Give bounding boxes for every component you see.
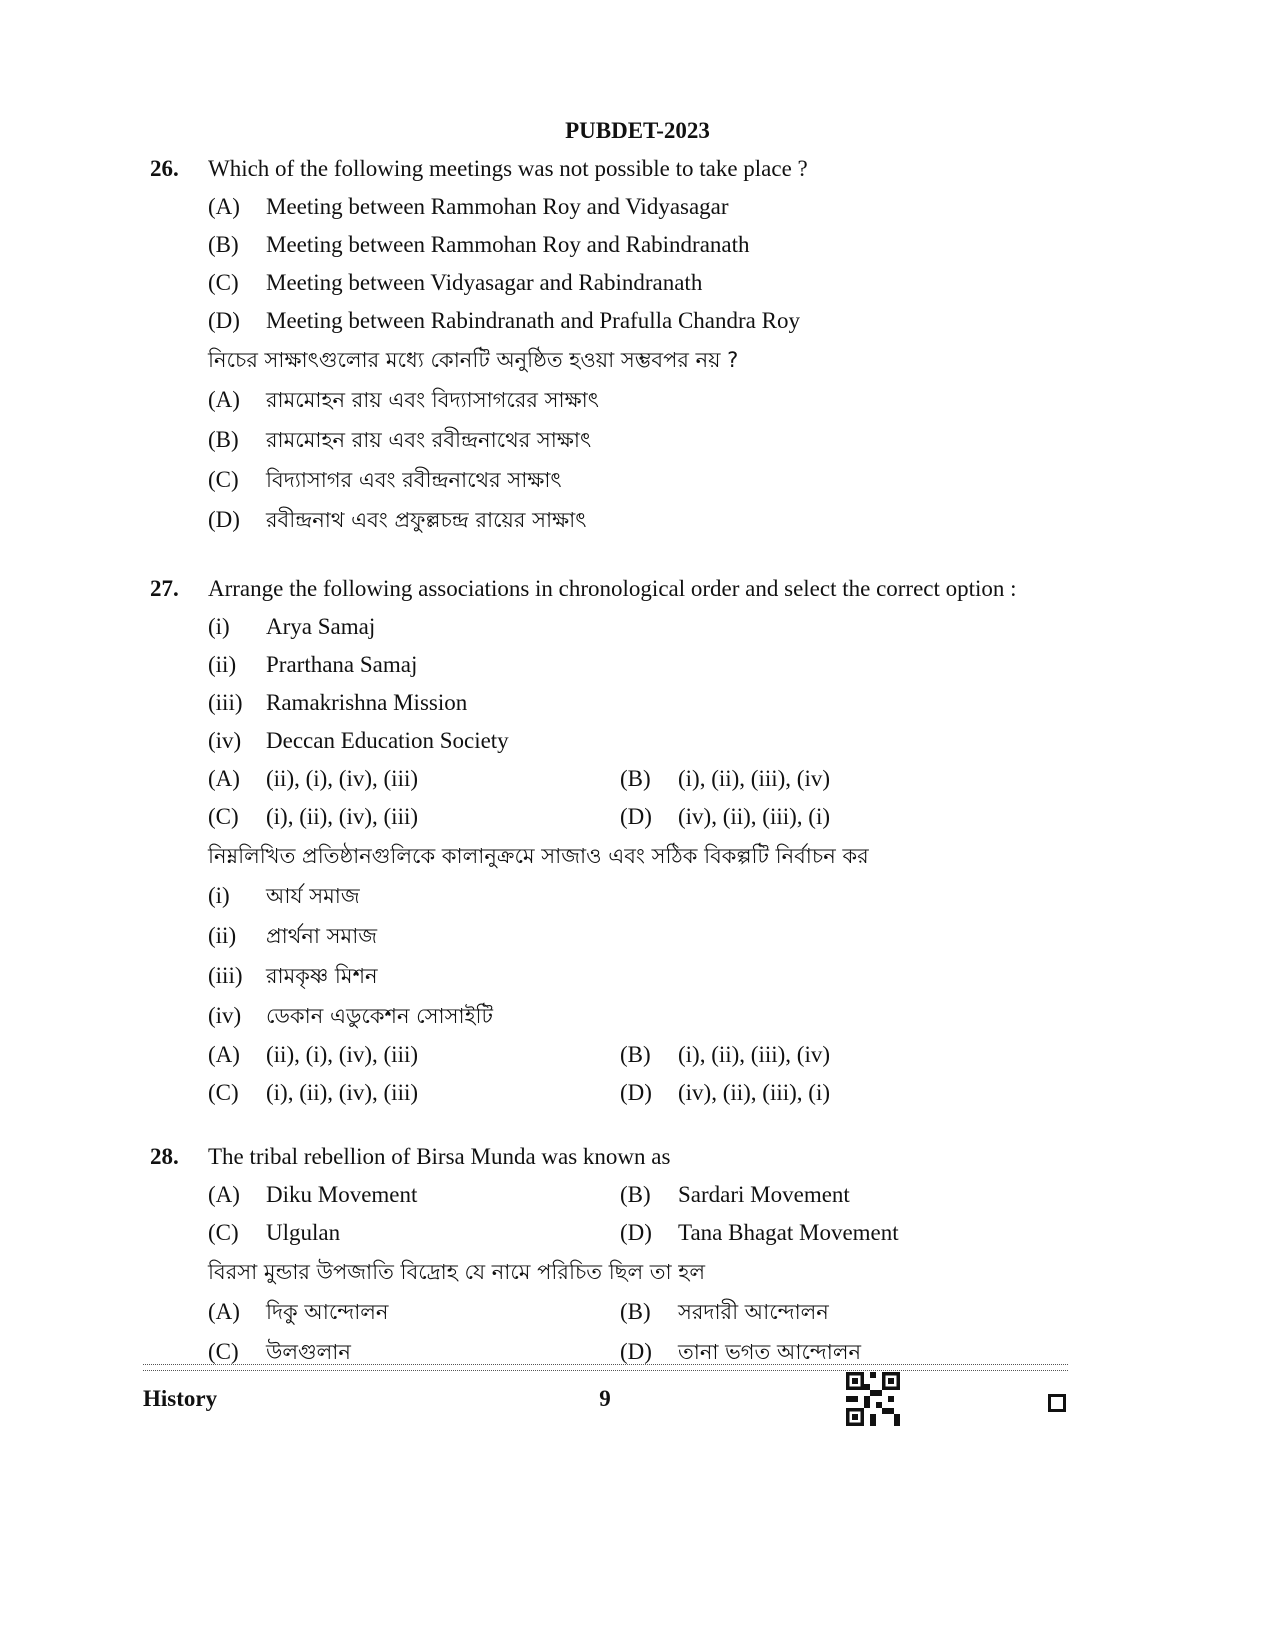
question-stem-en: [150, 1138, 1150, 1176]
item-text: Ramakrishna Mission: [266, 690, 468, 715]
question-27: [150, 570, 1150, 1112]
options-row-bn-ab: [150, 1292, 1150, 1332]
option-label: (A): [208, 766, 240, 791]
item-label: (iii): [208, 690, 243, 715]
option-label: (D): [620, 1339, 652, 1364]
options-row-en-cd: [150, 798, 1150, 836]
option-text: Ulgulan: [266, 1220, 341, 1245]
option-text: দিকু আন্দোলন: [266, 1300, 389, 1324]
option-text: Diku Movement: [266, 1182, 418, 1207]
option-text: Meeting between Vidyasagar and Rabindranath: [266, 270, 703, 295]
item-label: (i): [208, 883, 230, 908]
option-text: (iv), (ii), (iii), (i): [678, 1080, 831, 1105]
option-text: Meeting between Rabindranath and Prafulla Chandra Roy: [266, 308, 800, 333]
qr-code-icon: [846, 1372, 900, 1426]
option-en-b: [150, 226, 1150, 264]
option-text: Meeting between Rammohan Roy and Vidyasagar: [266, 194, 729, 219]
options-row-bn-ab: [150, 1036, 1150, 1074]
option-label: (B): [620, 1299, 651, 1324]
option-label: (D): [208, 308, 240, 333]
question-stem-en: [150, 150, 1150, 188]
item-en-iv: [150, 722, 1150, 760]
option-label: (B): [208, 232, 239, 257]
option-text: রামমোহন রায় এবং রবীন্দ্রনাথের সাক্ষাৎ: [266, 428, 592, 452]
option-label: (D): [620, 1220, 652, 1245]
option-label: (C): [208, 1080, 239, 1105]
question-stem-bn: [150, 836, 1150, 876]
question-stem-bn: [150, 1252, 1150, 1292]
option-label: (A): [208, 1182, 240, 1207]
option-bn-b: [150, 420, 1150, 460]
item-text: প্রার্থনা সমাজ: [266, 924, 378, 948]
item-label: (iii): [208, 963, 243, 988]
option-text: (iv), (ii), (iii), (i): [678, 804, 831, 829]
question-text-bn: নিম্নলিখিত প্রতিষ্ঠানগুলিকে কালানুক্রমে সাজাও এবং সঠিক বিকল্পটি নির্বাচন কর: [208, 844, 869, 868]
item-label: (iv): [208, 1003, 242, 1028]
option-text: Tana Bhagat Movement: [678, 1220, 899, 1245]
item-text: Prarthana Samaj: [266, 652, 418, 677]
option-text: (i), (ii), (iii), (iv): [678, 766, 831, 791]
option-en-c: [150, 264, 1150, 302]
item-text: রামকৃষ্ণ মিশন: [266, 964, 378, 988]
options-row-en-ab: [150, 760, 1150, 798]
option-label: (C): [208, 270, 239, 295]
item-en-ii: [150, 646, 1150, 684]
question-text-en: Which of the following meetings was not possible to take place ?: [208, 156, 808, 181]
option-label: (B): [620, 1182, 651, 1207]
option-text: সরদারী আন্দোলন: [678, 1300, 829, 1324]
option-bn-d: [150, 500, 1150, 540]
footer-divider: [143, 1364, 1068, 1371]
option-text: উলগুলান: [266, 1340, 351, 1364]
option-en-d: [150, 302, 1150, 340]
square-marker-icon: [1048, 1394, 1066, 1412]
option-label: (A): [208, 1042, 240, 1067]
option-label: (A): [208, 1299, 240, 1324]
option-bn-c: [150, 460, 1150, 500]
option-label: (A): [208, 194, 240, 219]
option-text: Meeting between Rammohan Roy and Rabindranath: [266, 232, 750, 257]
option-label: (B): [208, 427, 239, 452]
question-text-bn: বিরসা মুন্ডার উপজাতি বিদ্রোহ যে নামে পরিচিত ছিল তা হল: [208, 1260, 705, 1284]
options-row-bn-cd: [150, 1074, 1150, 1112]
option-text: (i), (ii), (iv), (iii): [266, 1080, 419, 1105]
option-label: (C): [208, 804, 239, 829]
question-stem-en: [150, 570, 1150, 608]
option-text: রামমোহন রায় এবং বিদ্যাসাগরের সাক্ষাৎ: [266, 388, 599, 412]
option-text: তানা ভগত আন্দোলন: [678, 1340, 862, 1364]
option-bn-a: [150, 380, 1150, 420]
item-label: (ii): [208, 923, 237, 948]
item-label: (ii): [208, 652, 237, 677]
item-bn-iv: [150, 996, 1150, 1036]
option-label: (B): [620, 1042, 651, 1067]
page-number: 9: [599, 1386, 611, 1411]
option-label: (A): [208, 387, 240, 412]
option-text: রবীন্দ্রনাথ এবং প্রফুল্লচন্দ্র রায়ের সাক্ষাৎ: [266, 508, 587, 532]
option-label: (D): [620, 1080, 652, 1105]
question-stem-bn: [150, 340, 1150, 380]
question-28: [150, 1138, 1150, 1372]
option-text: (ii), (i), (iv), (iii): [266, 1042, 419, 1067]
item-en-iii: [150, 684, 1150, 722]
item-label: (iv): [208, 728, 242, 753]
item-label: (i): [208, 614, 230, 639]
question-number: 28.: [150, 1144, 179, 1169]
question-text-en: The tribal rebellion of Birsa Munda was known as: [208, 1144, 671, 1169]
option-label: (C): [208, 1339, 239, 1364]
item-text: আর্য সমাজ: [266, 884, 360, 908]
item-bn-i: [150, 876, 1150, 916]
page-header-title: PUBDET-2023: [565, 118, 710, 143]
option-text: বিদ্যাসাগর এবং রবীন্দ্রনাথের সাক্ষাৎ: [266, 468, 562, 492]
item-text: Deccan Education Society: [266, 728, 509, 753]
item-bn-ii: [150, 916, 1150, 956]
item-text: ডেকান এডুকেশন সোসাইটি: [266, 1004, 493, 1028]
option-text: (ii), (i), (iv), (iii): [266, 766, 419, 791]
option-label: (C): [208, 1220, 239, 1245]
question-text-bn: নিচের সাক্ষাৎগুলোর মধ্যে কোনটি অনুষ্ঠিত হওয়া সম্ভবপর নয় ?: [208, 348, 739, 372]
item-bn-iii: [150, 956, 1150, 996]
item-en-i: [150, 608, 1150, 646]
options-row-en-cd: [150, 1214, 1150, 1252]
question-26: [150, 150, 1150, 540]
option-en-a: [150, 188, 1150, 226]
option-label: (D): [620, 804, 652, 829]
option-label: (B): [620, 766, 651, 791]
option-text: (i), (ii), (iv), (iii): [266, 804, 419, 829]
option-text: Sardari Movement: [678, 1182, 850, 1207]
option-label: (D): [208, 507, 240, 532]
option-label: (C): [208, 467, 239, 492]
question-number: 27.: [150, 576, 179, 601]
options-row-en-ab: [150, 1176, 1150, 1214]
item-text: Arya Samaj: [266, 614, 376, 639]
question-text-en: Arrange the following associations in chronological order and select the correct option :: [208, 576, 1017, 601]
question-number: 26.: [150, 156, 179, 181]
footer-subject: History: [143, 1386, 218, 1411]
option-text: (i), (ii), (iii), (iv): [678, 1042, 831, 1067]
